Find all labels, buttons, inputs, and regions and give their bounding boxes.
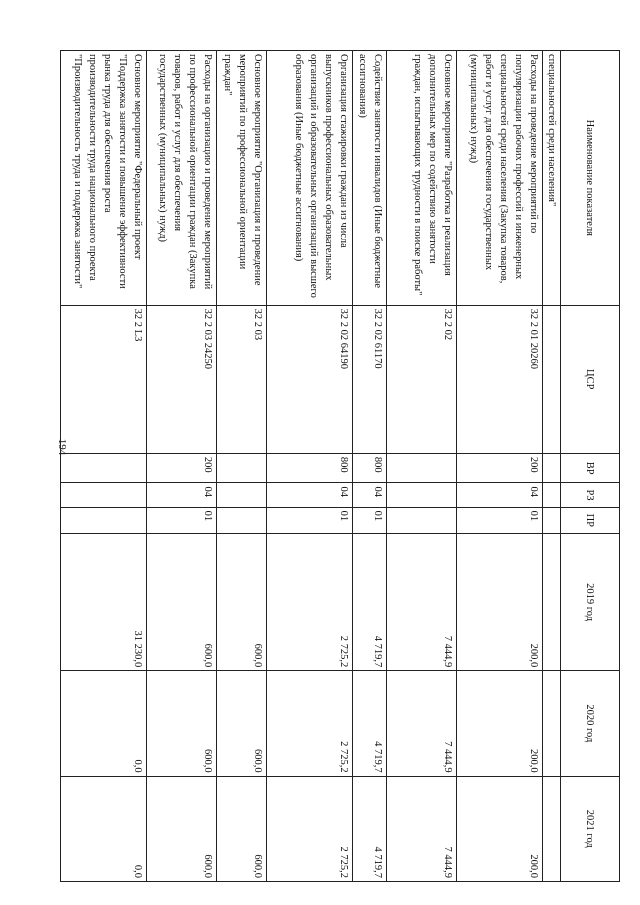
row-rz: 04 <box>147 483 217 507</box>
table-header-row <box>561 51 620 882</box>
row-pr <box>61 507 147 533</box>
row-vr <box>387 453 457 483</box>
table-row <box>147 51 217 882</box>
row-2021: 200,0 <box>457 776 543 881</box>
row-2021: 7 444,9 <box>387 776 457 881</box>
row-rz: 04 <box>267 483 353 507</box>
row-csr: 32 2 02 61170 <box>353 305 387 453</box>
row-name: Содействие занятости инвалидов (Иные бюджетные ассигнования) <box>353 51 387 306</box>
row-pr <box>387 507 457 533</box>
row-rz <box>61 483 147 507</box>
row-2020: 4 719,7 <box>353 671 387 776</box>
row-2021: 2 725,2 <box>267 776 353 881</box>
row-csr: 32 2 01 20260 <box>457 305 543 453</box>
row-pr <box>217 507 267 533</box>
row-rz: 04 <box>457 483 543 507</box>
budget-table <box>60 50 620 882</box>
row-2020: 200,0 <box>457 671 543 776</box>
header-2019: 2019 год <box>561 533 620 670</box>
row-name: Расходы на организацию и проведение мероприятий по профессиональной ориентации граждан (Закупка товаров, работ и услуг для обеспечения государственных (муниципальных) нужд) <box>147 51 217 306</box>
row-2019: 2 725,2 <box>267 533 353 670</box>
continuation-text: специальностей среди населения" <box>543 51 561 306</box>
row-csr: 32 2 03 24250 <box>147 305 217 453</box>
row-vr: 800 <box>267 453 353 483</box>
table-row <box>267 51 353 882</box>
table-row <box>217 51 267 882</box>
row-vr <box>217 453 267 483</box>
row-csr: 32 2 03 <box>217 305 267 453</box>
row-2019: 4 719,7 <box>353 533 387 670</box>
header-csr: ЦСР <box>561 305 620 453</box>
row-pr: 01 <box>267 507 353 533</box>
row-2019: 200,0 <box>457 533 543 670</box>
row-2020: 2 725,2 <box>267 671 353 776</box>
table-row-continuation <box>543 51 561 882</box>
row-vr: 200 <box>457 453 543 483</box>
header-rz: РЗ <box>561 483 620 507</box>
header-pr: ПР <box>561 507 620 533</box>
row-2021: 0,0 <box>61 776 147 881</box>
row-rz: 04 <box>353 483 387 507</box>
row-2021: 4 719,7 <box>353 776 387 881</box>
row-2021: 600,0 <box>147 776 217 881</box>
row-2019: 31 230,0 <box>61 533 147 670</box>
row-2021: 600,0 <box>217 776 267 881</box>
row-rz <box>387 483 457 507</box>
row-2019: 600,0 <box>217 533 267 670</box>
row-2020: 0,0 <box>61 671 147 776</box>
header-vr: ВР <box>561 453 620 483</box>
row-csr: 32 2 02 <box>387 305 457 453</box>
row-2020: 600,0 <box>147 671 217 776</box>
header-2020: 2020 год <box>561 671 620 776</box>
row-name: Организация стажировки граждан из числа выпускников профессиональных образовательных организаций и образовательных организаций высшего образования (Иные бюджетные ассигнования) <box>267 51 353 306</box>
table-row <box>457 51 543 882</box>
row-vr: 200 <box>147 453 217 483</box>
row-pr: 01 <box>353 507 387 533</box>
row-name: Основное мероприятие "Федеральный проект "Поддержка занятости и повышение эффективности рынка труда для обеспечения роста производительности труда национального проекта "Производительность труда и поддержка занятости" <box>61 51 147 306</box>
header-2021: 2021 год <box>561 776 620 881</box>
row-vr <box>61 453 147 483</box>
row-csr: 32 2 L3 <box>61 305 147 453</box>
row-2019: 600,0 <box>147 533 217 670</box>
table-row <box>61 51 147 882</box>
page-number: 194 <box>56 438 68 456</box>
table-row <box>387 51 457 882</box>
row-name: Расходы на проведение мероприятий по популяризации рабочих профессий и инженерных специальностей среди населения (Закупка товаров, работ и услуг для обеспечения государственных (муниципальных) нужд) <box>457 51 543 306</box>
row-name: Основное мероприятие "Разработка и реализация дополнительных мер по содействию занятости граждан, испытывающих трудности в поиске работы" <box>387 51 457 306</box>
row-2020: 7 444,9 <box>387 671 457 776</box>
rotated-page-content <box>72 50 620 882</box>
header-name: Наименование показателя <box>561 51 620 306</box>
row-name: Основное мероприятие "Организация и проведение мероприятий по профессиональной ориентации граждан" <box>217 51 267 306</box>
row-2020: 600,0 <box>217 671 267 776</box>
row-csr: 32 2 02 64190 <box>267 305 353 453</box>
row-2019: 7 444,9 <box>387 533 457 670</box>
row-pr: 01 <box>457 507 543 533</box>
table-row <box>353 51 387 882</box>
row-pr: 01 <box>147 507 217 533</box>
row-rz <box>217 483 267 507</box>
row-vr: 800 <box>353 453 387 483</box>
